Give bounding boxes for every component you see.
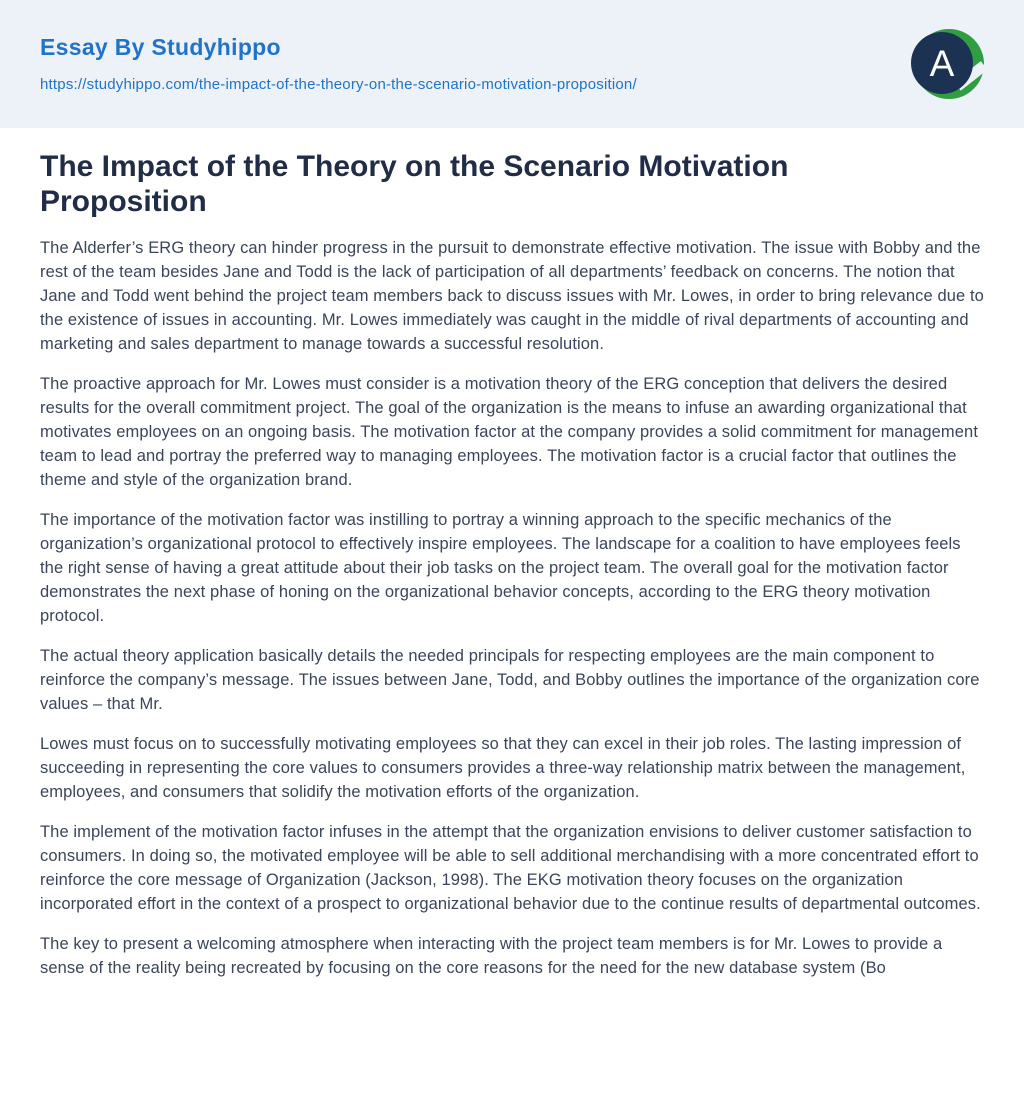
- essay-url-link[interactable]: https://studyhippo.com/the-impact-of-the-theory-on-the-scenario-motivation-proposition/: [40, 76, 637, 93]
- essay-paragraph: The actual theory application basically details the needed principals for respecting employees are the main component to reinforce the company’s message. The issues between Jane, Todd, and Bobby outlines the importance of the organization core values – that Mr.: [40, 646, 980, 713]
- essay-content: [0, 128, 1024, 980]
- essay-paragraph: Lowes must focus on to successfully motivating employees so that they can excel in their job roles. The lasting impression of succeeding in representing the core values to consumers provides a three-way relationship matrix between the management, employees, and consumers that solidify the motivation efforts of the organization.: [40, 734, 966, 801]
- header-text-block: [40, 26, 637, 93]
- essay-title: The Impact of the Theory on the Scenario Motivation Proposition: [40, 150, 789, 218]
- essay-paragraph: The proactive approach for Mr. Lowes must consider is a motivation theory of the ERG conception that delivers the desired results for the overall commitment project. The goal of the organization is the means to infuse an awarding organizational that motivates employees on an ongoing basis. The motivation factor at the company provides a solid commitment for management team to lead and portray the preferred way to managing employees. The motivation factor is a crucial factor that outlines the theme and style of the organization brand.: [40, 374, 979, 489]
- studyhippo-logo-icon: [908, 26, 984, 102]
- page-header: [0, 0, 1024, 128]
- essay-paragraph: The implement of the motivation factor infuses in the attempt that the organization envisions to deliver customer satisfaction to consumers. In doing so, the motivated employee will be able to sell additional merchandising with a more concentrated effort to reinforce the core message of Organization (Jackson, 1998). The EKG motivation theory focuses on the organization incorporated effort in the context of a prospect to organizational behavior due to the continue results of departmental outcomes.: [40, 822, 981, 913]
- site-title: Essay By Studyhippo: [40, 34, 281, 60]
- logo-letter: A: [929, 43, 955, 84]
- essay-paragraph: The Alderfer’s ERG theory can hinder progress in the pursuit to demonstrate effective motivation. The issue with Bobby and the rest of the team besides Jane and Todd is the lack of participation of all departments’ feedback on concerns. The notion that Jane and Todd went behind the project team members back to discuss issues with Mr. Lowes, in order to bring relevance due to the existence of issues in accounting. Mr. Lowes immediately was caught in the middle of rival departments of accounting and marketing and sales department to manage towards a successful resolution.: [40, 238, 984, 353]
- essay-paragraph: The key to present a welcoming atmosphere when interacting with the project team members is for Mr. Lowes to provide a sense of the reality being recreated by focusing on the core reasons for the need for the new database system (Bo: [40, 934, 943, 977]
- studyhippo-logo: [908, 26, 984, 102]
- essay-paragraph: The importance of the motivation factor was instilling to portray a winning approach to the specific mechanics of the organization’s organizational protocol to effectively inspire employees. The landscape for a coalition to have employees feels the right sense of having a great attitude about their job tasks on the project team. The overall goal for the motivation factor demonstrates the next phase of honing on the organizational behavior concepts, according to the ERG theory motivation protocol.: [40, 510, 961, 625]
